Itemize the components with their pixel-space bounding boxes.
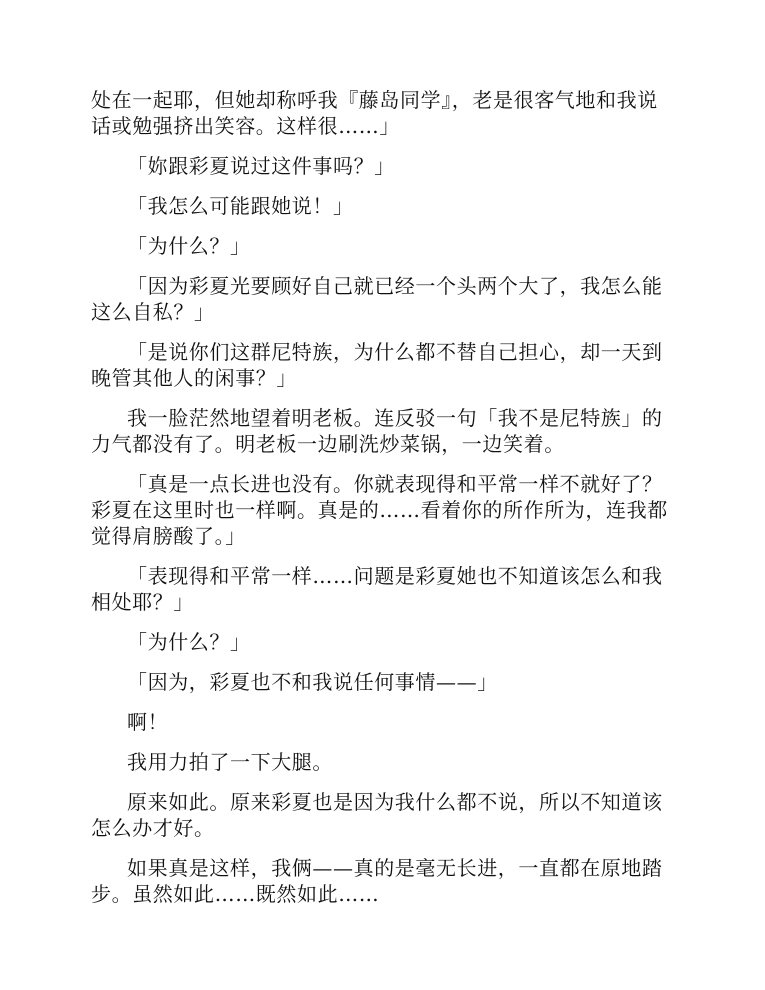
paragraph: 处在一起耶，但她却称呼我『藤岛同学』，老是很客气地和我说话或勉强挤出笑容。这样很……」: [91, 88, 658, 138]
paragraph: 「是说你们这群尼特族，为什么都不替自己担心，却一天到晚管其他人的闲事？」: [91, 340, 663, 390]
paragraph: 「因为彩夏光要顾好自己就已经一个头两个大了，我怎么能这么自私？」: [91, 274, 663, 324]
paragraph: 「因为，彩夏也不和我说任何事情——」: [127, 670, 498, 694]
paragraph: 「为什么？」: [127, 234, 251, 258]
paragraph: 我用力拍了一下大腿。: [127, 750, 333, 774]
paragraph: 我一脸茫然地望着明老板。连反驳一句「我不是尼特族」的力气都没有了。明老板一边刷洗炒菜锅，一边笑着。: [91, 406, 663, 456]
paragraph: 啊！: [127, 710, 169, 734]
paragraph: 「我怎么可能跟她说！」: [127, 194, 354, 218]
paragraph: 如果真是这样，我俩——真的是毫无长进，一直都在原地踏步。虽然如此……既然如此……: [91, 856, 663, 906]
paragraph: 「真是一点长进也没有。你就表现得和平常一样不就好了？彩夏在这里时也一样啊。真是的……看着你的所作所为，连我都觉得肩膀酸了。」: [91, 472, 668, 548]
paragraph: 「为什么？」: [127, 630, 251, 654]
document-page: [91, 87, 671, 921]
paragraph: 原来如此。原来彩夏也是因为我什么都不说，所以不知道该怎么办才好。: [91, 790, 663, 840]
paragraph: 「妳跟彩夏说过这件事吗？」: [127, 154, 395, 178]
paragraph: 「表现得和平常一样……问题是彩夏她也不知道该怎么和我相处耶？」: [91, 564, 663, 614]
